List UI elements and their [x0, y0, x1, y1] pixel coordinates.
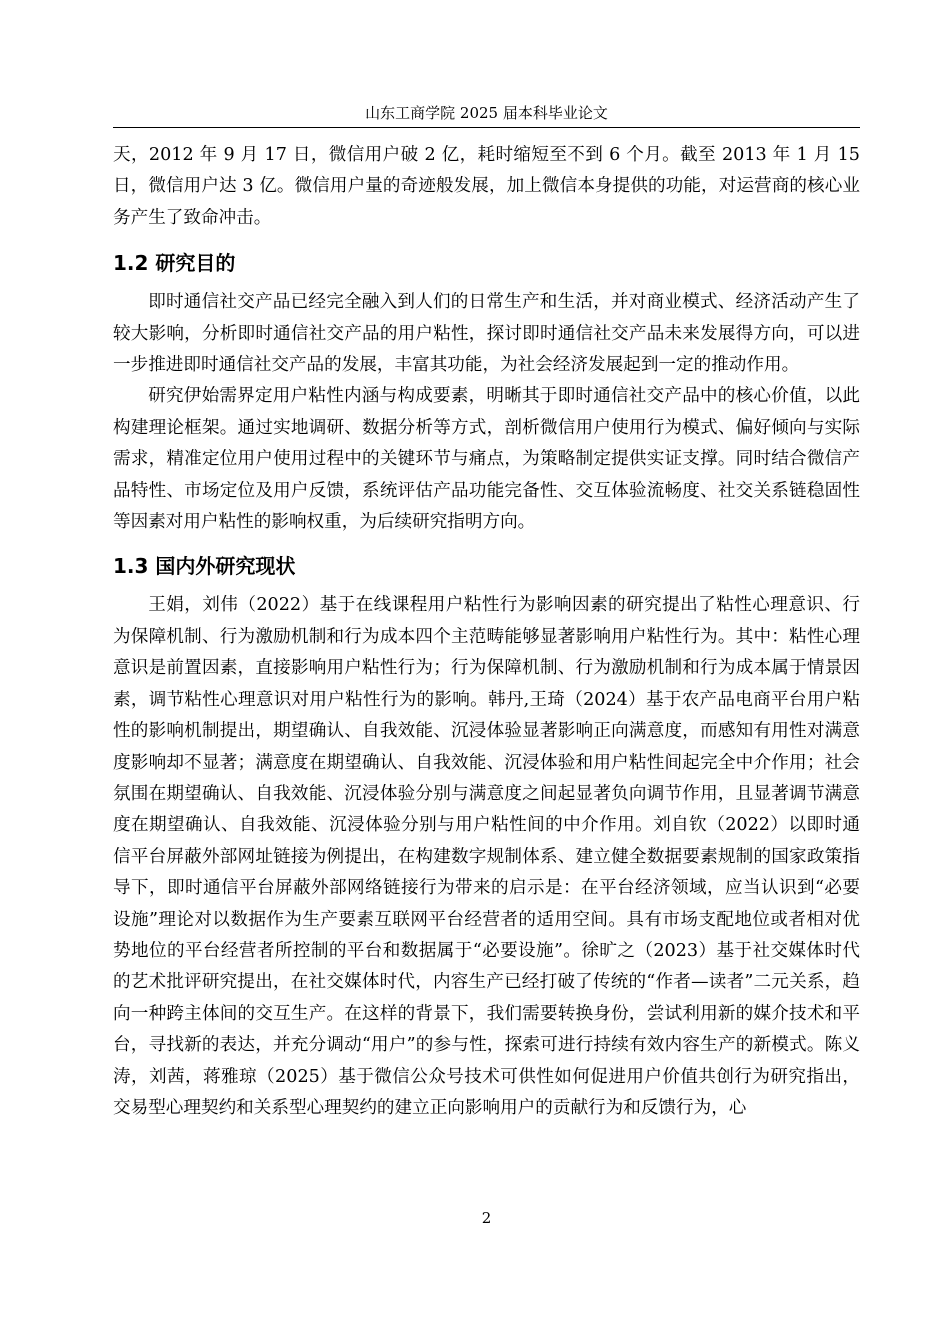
page-number: 2 — [481, 1209, 492, 1227]
running-header: 山东工商学院 2025 届本科毕业论文 — [365, 104, 608, 122]
page-body — [113, 140, 860, 1124]
section-heading-1-2: 1.2 研究目的 — [113, 251, 236, 276]
paragraph: 王娟，刘伟（2022）基于在线课程用户粘性行为影响因素的研究提出了粘性心理意识、行为保障机制、行为激励机制和行为成本四个主范畴能够显著影响用户粘性行为。其中：粘性心理意识是前置因素，直接影响用户粘性行为；行为保障机制、行为激励机制和行为成本属于情景因素，调节粘性心理意识对用户粘性行为的影响。韩丹,王琦（2024）基于农产品电商平台用户粘性的影响机制提出，期望确认、自我效能、沉浸体验显著影响正向满意度，而感知有用性对满意度影响却不显著；满意度在期望确认、自我效能、沉浸体验和用户粘性间起完全中介作用；社会氛围在期望确认、自我效能、沉浸体验分别与满意度之间起显著负向调节作用，且显著调节满意度在期望确认、自我效能、沉浸体验分别与用户粘性间的中介作用。刘自钦（2022）以即时通信平台屏蔽外部网址链接为例提出，在构建数字规制体系、建立健全数据要素规制的国家政策指导下，即时通信平台屏蔽外部网络链接行为带来的启示是：在平台经济领域，应当认识到“必要设施”理论对以数据作为生产要素互联网平台经营者的适用空间。具有市场支配地位或者相对优势地位的平台经营者所控制的平台和数据属于“必要设施”。徐旷之（2023）基于社交媒体时代的艺术批评研究提出，在社交媒体时代，内容生产已经打破了传统的“作者—读者”二元关系，趋向一种跨主体间的交互生产。在这样的背景下，我们需要转换身份，尝试利用新的媒介技术和平台，寻找新的表达，并充分调动“用户”的参与性，探索可进行持续有效内容生产的新模式。陈义涛，刘茜，蒋雅琼（2025）基于微信公众号技术可供性如何促进用户价值共创行为研究指出，交易型心理契约和关系型心理契约的建立正向影响用户的贡献行为和反馈行为，心 — [113, 595, 860, 1118]
paragraph: 即时通信社交产品已经完全融入到人们的日常生产和生活，并对商业模式、经济活动产生了较大影响，分析即时通信社交产品的用户粘性，探讨即时通信社交产品未来发展得方向，可以进一步推进即时通信社交产品的发展，丰富其功能，为社会经济发展起到一定的推动作用。 — [113, 292, 860, 376]
section-heading-1-3: 1.3 国内外研究现状 — [113, 554, 296, 579]
paragraph: 研究伊始需界定用户粘性内涵与构成要素，明晰其于即时通信社交产品中的核心价值，以此构建理论框架。通过实地调研、数据分析等方式，剖析微信用户使用行为模式、偏好倾向与实际需求，精准定位用户使用过程中的关键环节与痛点，为策略制定提供实证支撑。同时结合微信产品特性、市场定位及用户反馈，系统评估产品功能完备性、交互体验流畅度、社交关系链稳固性等因素对用户粘性的影响权重，为后续研究指明方向。 — [113, 386, 860, 533]
header-divider — [113, 127, 860, 128]
continuation-paragraph: 天，2012 年 9 月 17 日，微信用户破 2 亿，耗时缩短至不到 6 个月。截至 2013 年 1 月 15 日，微信用户达 3 亿。微信用户量的奇迹般发展，加上微信本身提供的功能，对运营商的核心业务产生了致命冲击。 — [113, 145, 860, 228]
